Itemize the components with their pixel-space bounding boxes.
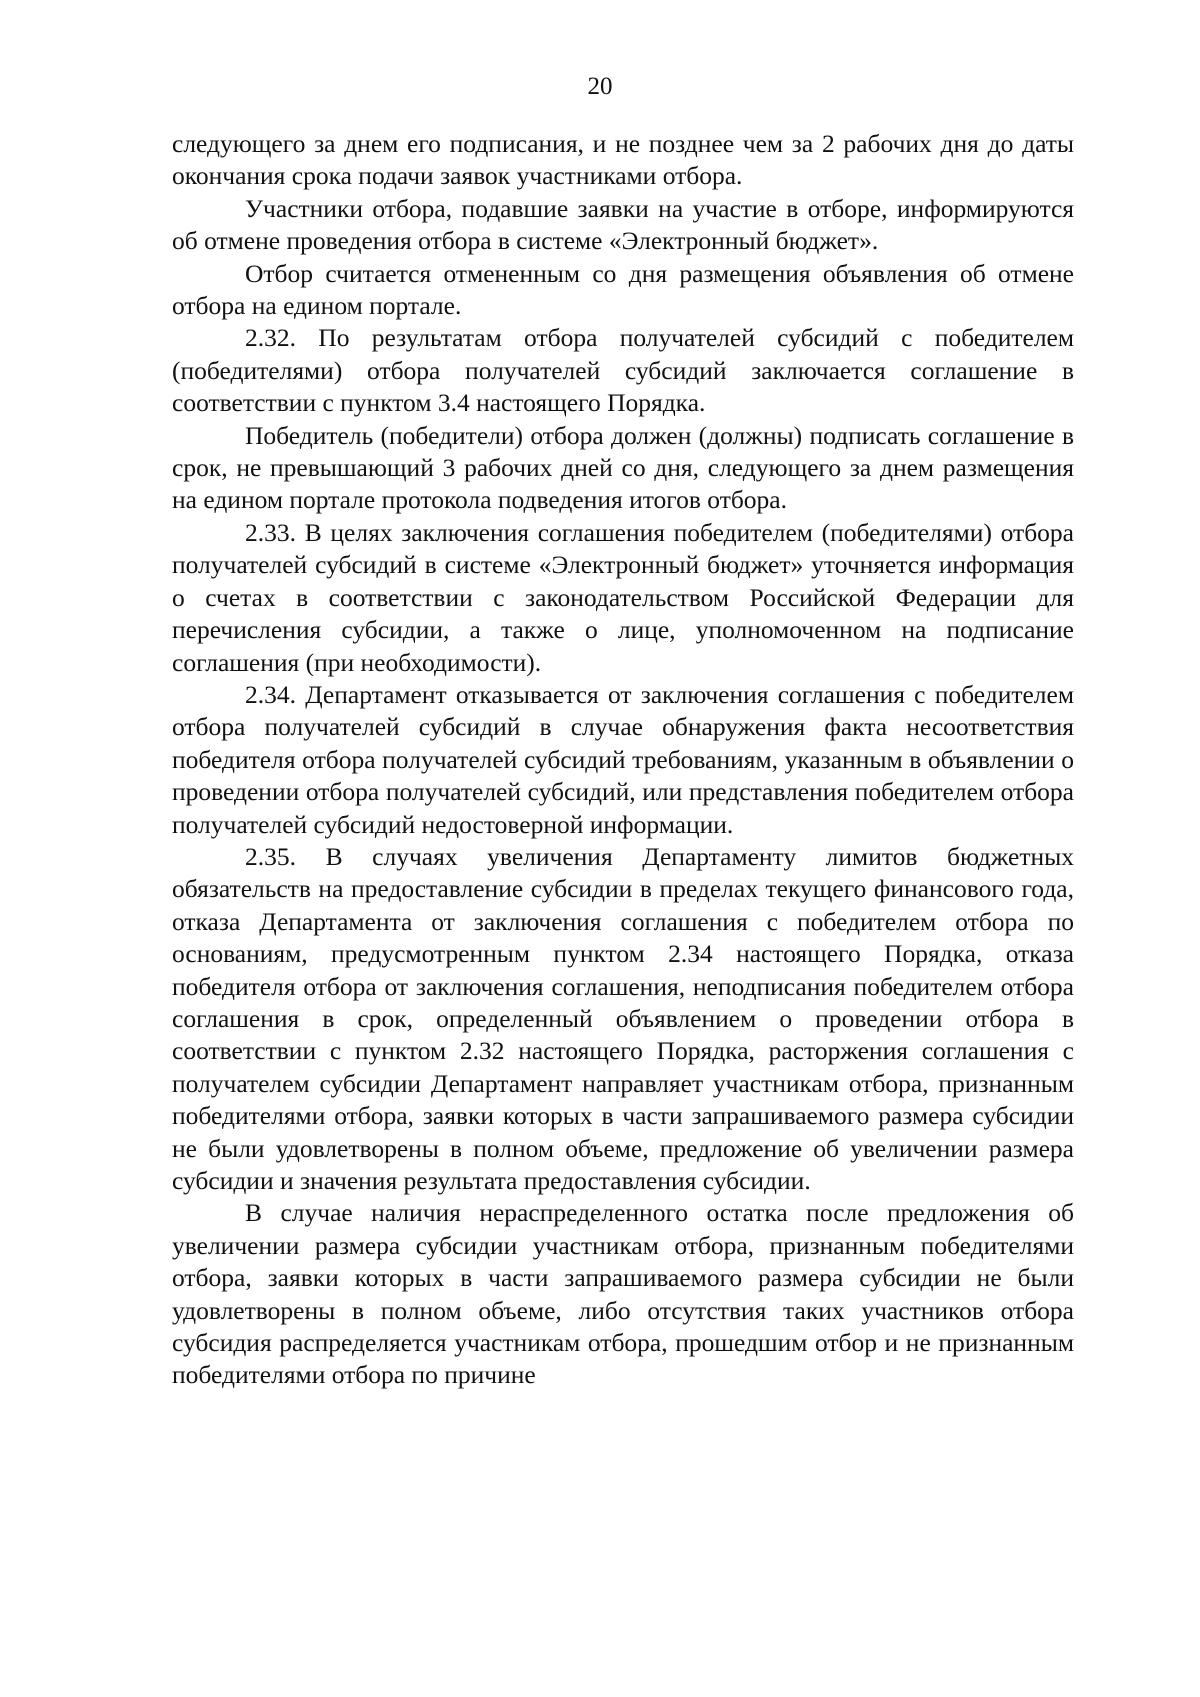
paragraph-continuation: следующего за днем его подписания, и не позднее чем за 2 рабочих дня до даты окончания срока подачи заявок участниками отбора. [172, 129, 1074, 191]
page-number: 20 [587, 73, 613, 100]
paragraph-participants-informed: Участники отбора, подавшие заявки на участие в отборе, информируются об отмене проведения отбора в системе «Электронный бюджет». [172, 193, 1074, 256]
paragraph-selection-cancelled: Отбор считается отмененным со дня размещения объявления об отмене отбора на едином портале. [172, 258, 1074, 321]
paragraph-2-34: 2.34. Департамент отказывается от заключения соглашения с победителем отбора получателей субсидий в случае обнаружения факта несоответствия победителя отбора получателей субсидий требованиям, указанным в объявлении о проведении отбора получателей субсидий, или представления победителем отбора получателей субсидий недостоверной информации. [172, 679, 1074, 839]
paragraph-winner-signs: Победитель (победители) отбора должен (должны) подписать соглашение в срок, не превышающий 3 рабочих дней со дня, следующего за днем размещения на едином портале протокола подведения итогов отбора. [172, 420, 1074, 515]
paragraph-2-35: 2.35. В случаях увеличения Департаменту лимитов бюджетных обязательств на предоставление субсидии в пределах текущего финансового года, отказа Департамента от заключения соглашения с победителем отбора по основаниям, предусмотренным пунктом 2.34 настоящего Порядка, отказа победителя отбора от заключения соглашения, неподписания победителем отбора соглашения в срок, определенный объявлением о проведении отбора в соответствии с пунктом 2.32 настоящего Порядка, расторжения соглашения с получателем субсидии Департамент направляет участникам отбора, признанным победителями отбора, заявки которых в части запрашиваемого размера субсидии не были удовлетворены в полном объеме, предложение об увеличении размера субсидии и значения результата предоставления субсидии. [172, 841, 1074, 1195]
paragraph-2-33: 2.33. В целях заключения соглашения победителем (победителями) отбора получателей субсидий в системе «Электронный бюджет» уточняется информация о счетах в соответствии с законодательством Российской Федерации для перечисления субсидии, а также о лице, уполномоченном на подписание соглашения (при необходимости). [172, 517, 1074, 677]
document-body [172, 128, 1074, 1392]
paragraph-2-32: 2.32. По результатам отбора получателей субсидий с победителем (победителями) отбора получателей субсидий заключается соглашение в соответствии с пунктом 3.4 настоящего Порядка. [172, 323, 1074, 418]
paragraph-undistributed-remainder: В случае наличия нераспределенного остатка после предложения об увеличении размера субсидии участникам отбора, признанным победителями отбора, заявки которых в части запрашиваемого размера субсидии не были удовлетворены в полном объеме, либо отсутствия таких участников отбора субсидия распределяется участникам отбора, прошедшим отбор и не признанным победителями отбора по причине [172, 1198, 1074, 1390]
